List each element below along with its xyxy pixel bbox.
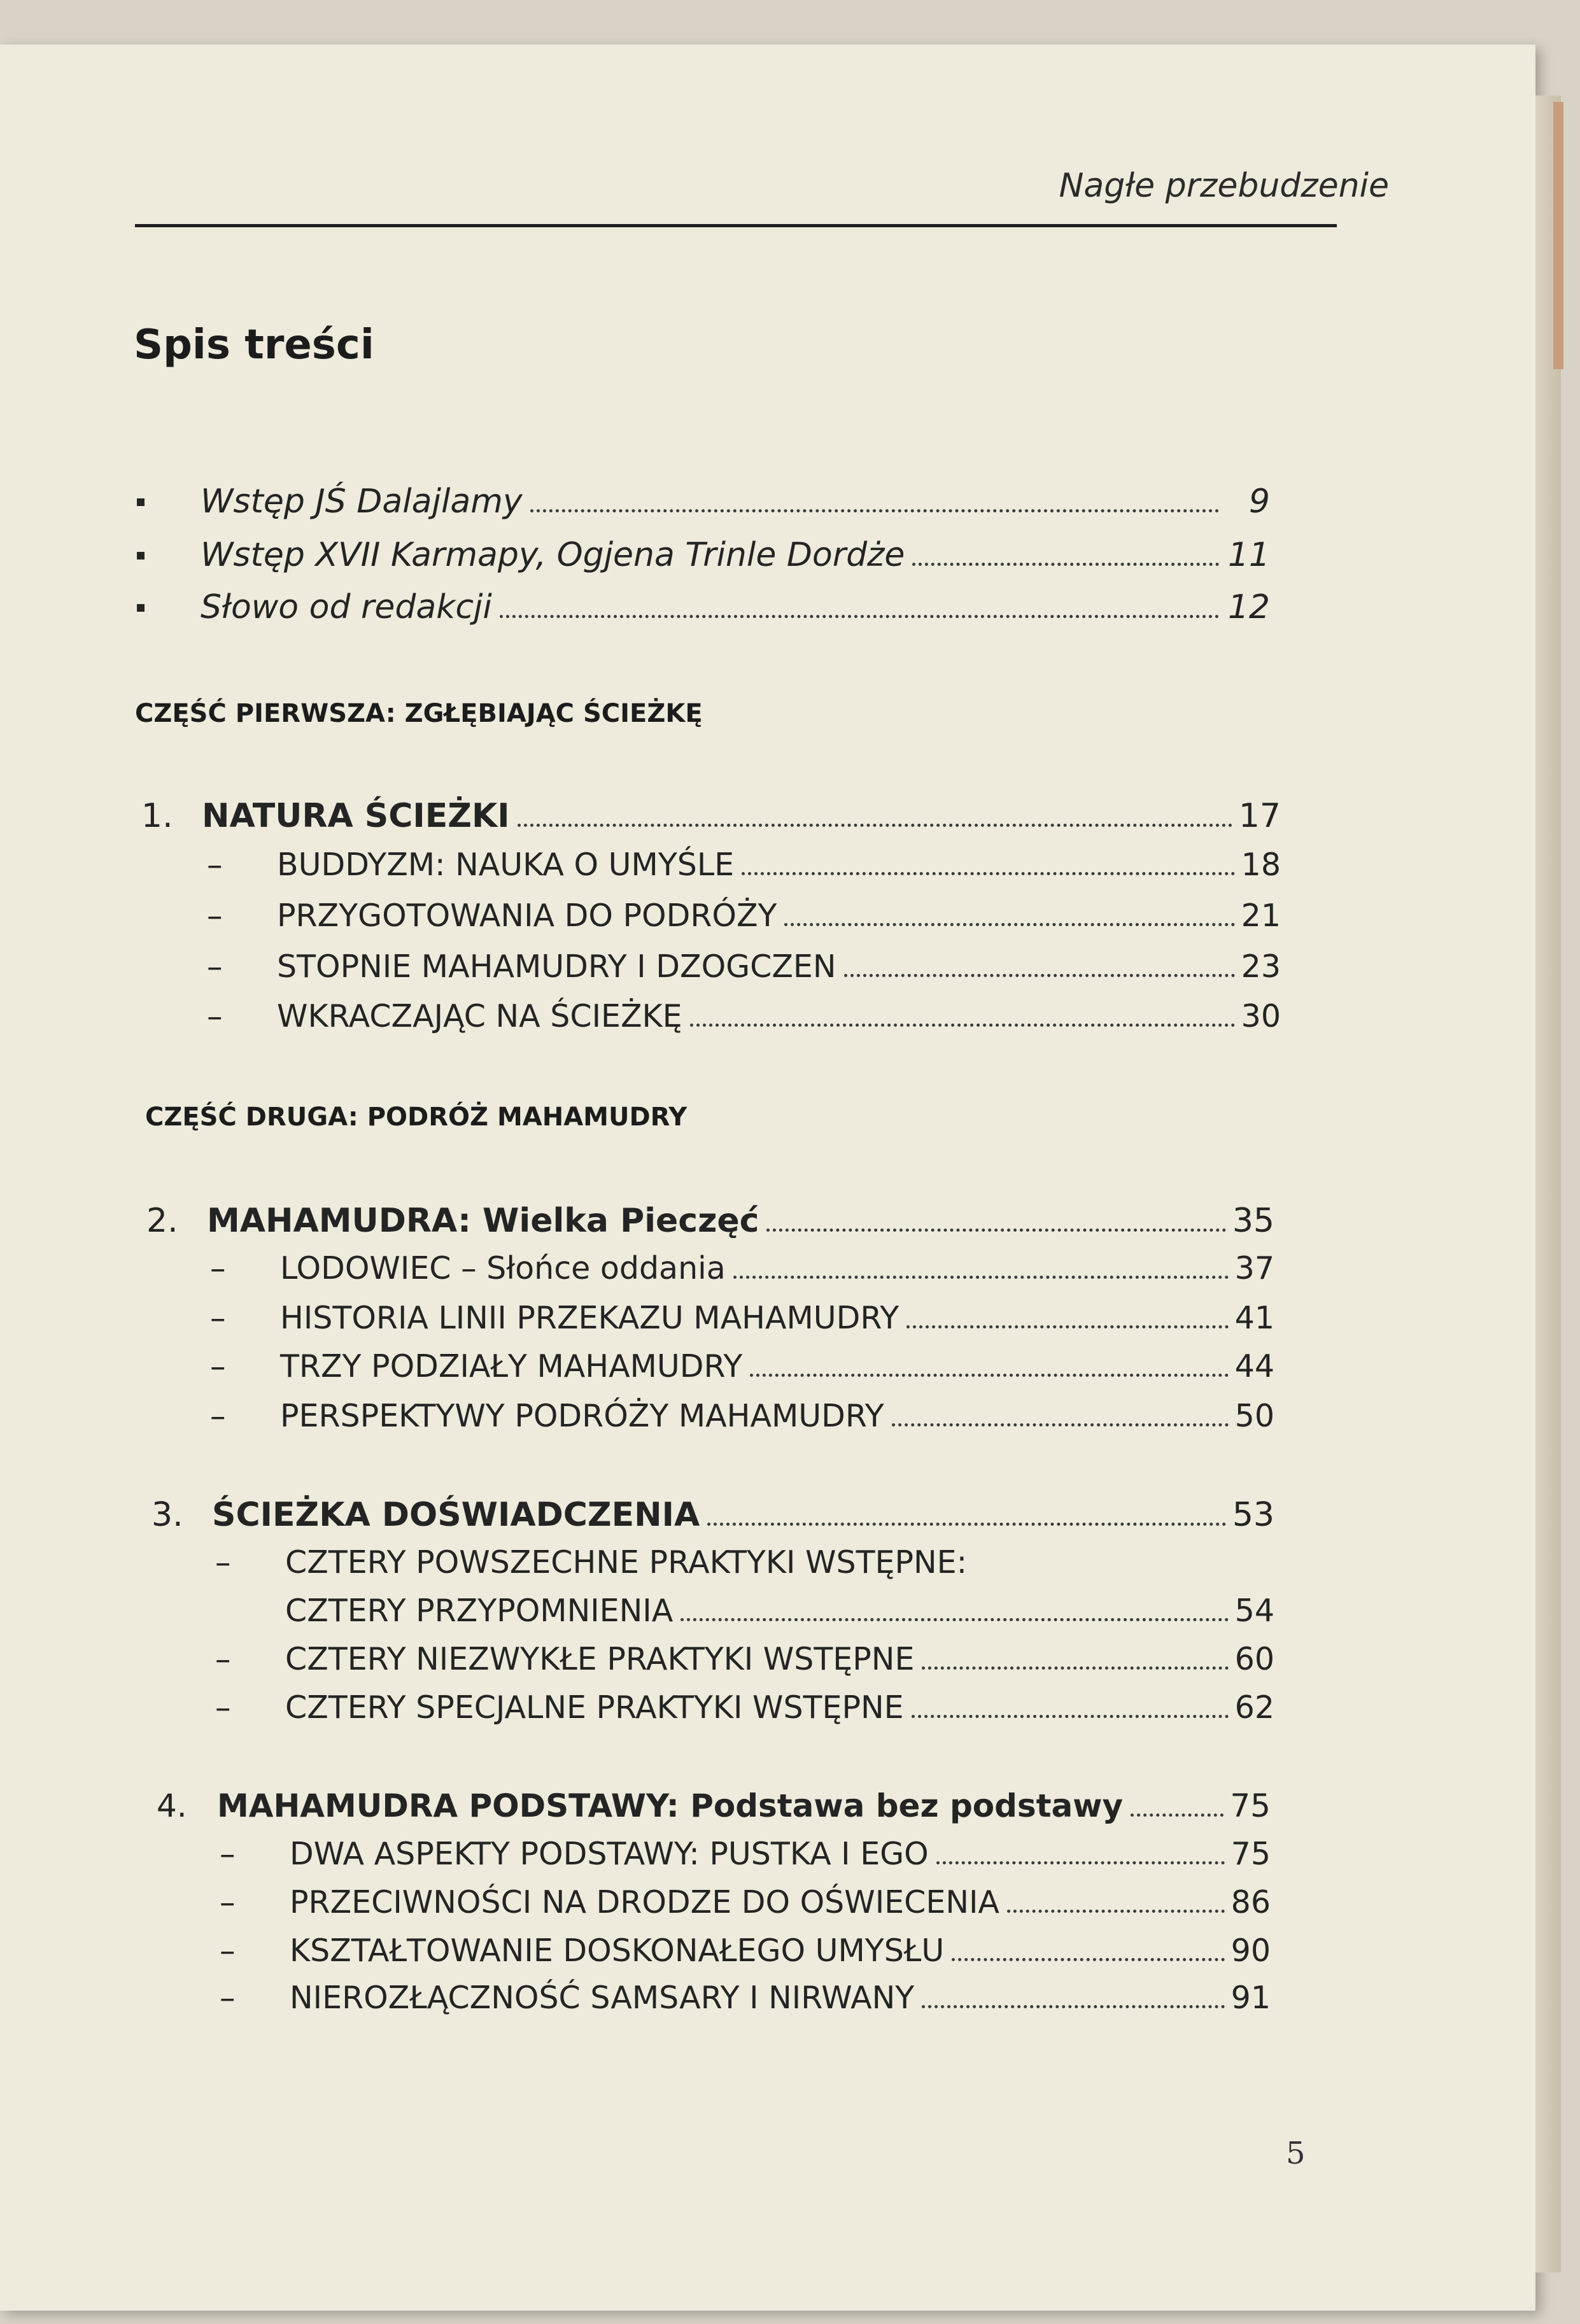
bullet-icon bbox=[137, 604, 145, 612]
toc-section-entry[interactable] bbox=[215, 1544, 1274, 1589]
section-dash: – bbox=[220, 1884, 236, 1920]
section-title: PRZECIWNOŚCI NA DRODZE DO OŚWIECENIA bbox=[290, 1884, 999, 1920]
toc-chapter-entry[interactable] bbox=[152, 1496, 1274, 1540]
chapter-title: ŚCIEŻKA DOŚWIADCZENIA bbox=[212, 1496, 700, 1534]
section-title: HISTORIA LINII PRZEKAZU MAHAMUDRY bbox=[280, 1300, 899, 1336]
section-page: 50 bbox=[1234, 1398, 1274, 1434]
dot-leader bbox=[892, 1423, 1229, 1426]
toc-section-entry[interactable] bbox=[207, 948, 1281, 993]
entry-page: 9 bbox=[1248, 482, 1270, 521]
toc-section-entry[interactable] bbox=[207, 998, 1281, 1043]
section-page: 23 bbox=[1241, 948, 1281, 985]
section-dash: – bbox=[207, 998, 223, 1034]
entry-page: 11 bbox=[1227, 536, 1270, 574]
toc-front-entry[interactable] bbox=[137, 588, 1270, 633]
dot-leader bbox=[733, 1276, 1229, 1279]
section-dash: – bbox=[207, 847, 223, 883]
toc-title: Spis treści bbox=[134, 321, 374, 369]
section-page: 86 bbox=[1231, 1884, 1271, 1920]
toc-section-entry[interactable] bbox=[215, 1689, 1274, 1734]
section-dash: – bbox=[220, 1980, 236, 2016]
dot-leader bbox=[742, 872, 1235, 875]
part-heading: CZĘŚĆ DRUGA: PODRÓŻ MAHAMUDRY bbox=[145, 1102, 688, 1132]
toc-section-entry[interactable] bbox=[207, 847, 1281, 891]
section-dash: – bbox=[220, 1933, 236, 1969]
dot-leader bbox=[906, 1325, 1228, 1328]
dot-leader bbox=[766, 1229, 1225, 1232]
page-number: 5 bbox=[1286, 2136, 1306, 2171]
section-page: 18 bbox=[1241, 847, 1281, 883]
part-heading: CZĘŚĆ PIERWSZA: ZGŁĘBIAJĄC ŚCIEŻKĘ bbox=[135, 699, 703, 728]
entry-label: Wstęp XVII Karmapy, Ogjena Trinle Dordże bbox=[201, 536, 905, 574]
section-title: PRZYGOTOWANIA DO PODRÓŻY bbox=[277, 898, 777, 934]
dot-leader bbox=[922, 2005, 1224, 2008]
running-title: Nagłe przebudzenie bbox=[1059, 167, 1389, 205]
toc-section-entry[interactable] bbox=[210, 1250, 1274, 1295]
page-edge bbox=[1535, 95, 1561, 2272]
dot-leader bbox=[912, 563, 1219, 566]
toc-section-entry[interactable] bbox=[210, 1398, 1274, 1442]
toc-section-entry[interactable] bbox=[210, 1300, 1274, 1344]
section-page: 54 bbox=[1234, 1593, 1274, 1629]
toc-front-entry[interactable] bbox=[137, 482, 1270, 527]
chapter-title: NATURA ŚCIEŻKI bbox=[202, 797, 510, 835]
dot-leader bbox=[912, 1715, 1229, 1718]
section-page: 41 bbox=[1234, 1300, 1274, 1336]
bullet-icon bbox=[137, 552, 145, 560]
section-dash: – bbox=[215, 1689, 231, 1726]
section-title: DWA ASPEKTY PODSTAWY: PUSTKA I EGO bbox=[290, 1836, 929, 1872]
dot-leader bbox=[530, 509, 1219, 512]
section-dash: – bbox=[215, 1641, 231, 1677]
section-page: 62 bbox=[1234, 1689, 1274, 1726]
section-dash: – bbox=[215, 1544, 231, 1581]
dot-leader bbox=[750, 1374, 1228, 1377]
chapter-page: 53 bbox=[1232, 1496, 1274, 1534]
chapter-title: MAHAMUDRA: Wielka Pieczęć bbox=[207, 1202, 759, 1240]
dot-leader bbox=[690, 1024, 1235, 1027]
dot-leader bbox=[500, 615, 1219, 618]
chapter-number: 2. bbox=[146, 1202, 178, 1240]
section-title: CZTERY SPECJALNE PRAKTYKI WSTĘPNE bbox=[285, 1689, 904, 1726]
dot-leader bbox=[784, 923, 1234, 926]
header-rule bbox=[135, 224, 1337, 227]
section-title: TRZY PODZIAŁY MAHAMUDRY bbox=[280, 1348, 743, 1384]
section-title: CZTERY NIEZWYKŁE PRAKTYKI WSTĘPNE bbox=[285, 1641, 915, 1677]
dot-leader bbox=[1007, 1910, 1225, 1913]
section-page: 44 bbox=[1234, 1348, 1274, 1384]
dot-leader bbox=[952, 1958, 1224, 1961]
toc-section-entry-continued[interactable] bbox=[215, 1593, 1274, 1637]
dot-leader bbox=[844, 974, 1235, 977]
section-title: KSZTAŁTOWANIE DOSKONAŁEGO UMYSŁU bbox=[290, 1933, 945, 1969]
section-title: STOPNIE MAHAMUDRY I DZOGCZEN bbox=[277, 948, 836, 985]
toc-section-entry[interactable] bbox=[220, 1933, 1271, 1977]
chapter-page: 17 bbox=[1238, 797, 1281, 835]
section-page: 91 bbox=[1231, 1980, 1271, 2016]
section-dash: – bbox=[210, 1300, 226, 1336]
section-title: WKRACZAJĄC NA ŚCIEŻKĘ bbox=[277, 998, 682, 1034]
section-title: NIEROZŁĄCZNOŚĆ SAMSARY I NIRWANY bbox=[290, 1980, 915, 2016]
dot-leader bbox=[681, 1618, 1228, 1621]
chapter-number: 1. bbox=[141, 797, 173, 835]
section-title: PERSPEKTYWY PODRÓŻY MAHAMUDRY bbox=[280, 1398, 884, 1434]
chapter-page: 35 bbox=[1232, 1202, 1274, 1240]
section-dash: – bbox=[210, 1348, 226, 1384]
bullet-icon bbox=[137, 498, 145, 506]
entry-page: 12 bbox=[1227, 588, 1270, 626]
section-title: CZTERY PRZYPOMNIENIA bbox=[285, 1593, 674, 1629]
toc-section-entry[interactable] bbox=[220, 1836, 1271, 1880]
section-page: 75 bbox=[1231, 1836, 1271, 1872]
toc-chapter-entry[interactable] bbox=[146, 1202, 1274, 1246]
dot-leader bbox=[518, 824, 1232, 827]
section-dash: – bbox=[210, 1398, 226, 1434]
section-dash: – bbox=[207, 898, 223, 934]
entry-label: Wstęp JŚ Dalajlamy bbox=[201, 482, 523, 521]
section-dash: – bbox=[210, 1250, 226, 1286]
toc-section-entry[interactable] bbox=[215, 1641, 1274, 1686]
entry-label: Słowo od redakcji bbox=[201, 588, 492, 626]
section-title: LODOWIEC – Słońce oddania bbox=[280, 1250, 726, 1286]
section-dash: – bbox=[207, 948, 223, 985]
chapter-title: MAHAMUDRA PODSTAWY: Podstawa bez podstawy bbox=[217, 1787, 1124, 1824]
toc-section-entry[interactable] bbox=[220, 1884, 1271, 1929]
toc-section-entry[interactable] bbox=[220, 1980, 1271, 2024]
dot-leader bbox=[1131, 1813, 1224, 1817]
section-page: 21 bbox=[1241, 898, 1281, 934]
toc-section-entry[interactable] bbox=[210, 1348, 1274, 1393]
section-title: CZTERY POWSZECHNE PRAKTYKI WSTĘPNE: bbox=[285, 1544, 968, 1581]
toc-chapter-entry[interactable] bbox=[157, 1787, 1271, 1832]
toc-front-entry[interactable] bbox=[137, 536, 1270, 581]
section-page: 30 bbox=[1241, 998, 1281, 1034]
page-edge-accent bbox=[1553, 102, 1563, 369]
section-title: BUDDYZM: NAUKA O UMYŚLE bbox=[277, 847, 735, 883]
section-page: 37 bbox=[1234, 1250, 1274, 1286]
dot-leader bbox=[707, 1523, 1226, 1526]
dot-leader bbox=[922, 1666, 1228, 1670]
chapter-number: 4. bbox=[157, 1787, 187, 1824]
chapter-number: 3. bbox=[152, 1496, 183, 1534]
chapter-page: 75 bbox=[1230, 1787, 1271, 1824]
section-dash: – bbox=[220, 1836, 236, 1872]
section-page: 60 bbox=[1234, 1641, 1274, 1677]
toc-chapter-entry[interactable] bbox=[141, 797, 1281, 842]
dot-leader bbox=[936, 1861, 1225, 1864]
section-page: 90 bbox=[1231, 1933, 1271, 1969]
toc-section-entry[interactable] bbox=[207, 898, 1281, 942]
